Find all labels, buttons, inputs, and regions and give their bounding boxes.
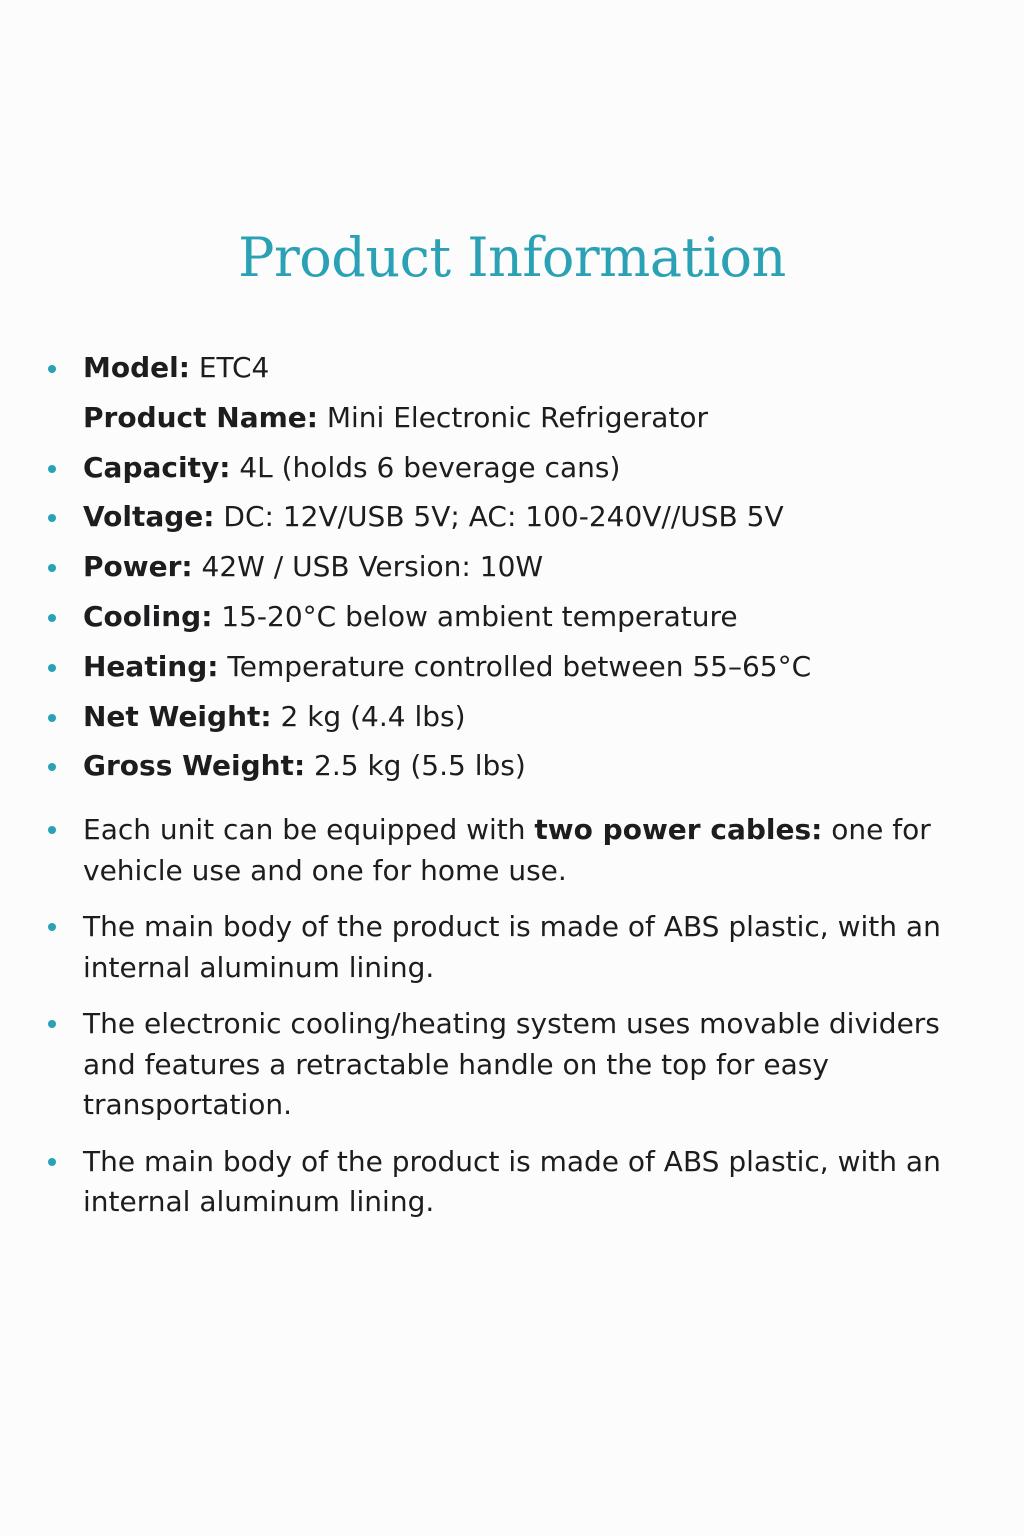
spec-model xyxy=(48,343,948,393)
spec-label: Voltage: xyxy=(83,500,215,534)
spec-net-weight xyxy=(48,692,948,742)
spec-value: 2 kg (4.4 lbs) xyxy=(271,699,466,733)
spec-label: Net Weight: xyxy=(83,699,272,733)
spec-voltage xyxy=(48,492,948,542)
spec-label: Model: xyxy=(83,351,190,384)
spec-value: 42W / USB Version: 10W xyxy=(192,550,544,584)
feature-notes-list xyxy=(48,810,958,1239)
bullet-icon xyxy=(48,365,56,373)
bullet-icon xyxy=(48,923,56,931)
bullet-icon xyxy=(48,614,56,622)
bullet-icon xyxy=(48,1020,56,1028)
bullet-icon xyxy=(48,664,56,672)
spec-cooling xyxy=(48,592,948,642)
bullet-icon xyxy=(48,564,56,572)
spec-value: 4L (holds 6 beverage cans) xyxy=(230,450,621,484)
bullet-icon xyxy=(48,763,56,771)
spec-value: ETC4 xyxy=(189,351,270,384)
spec-value: 15-20°C below ambient temperature xyxy=(212,599,738,633)
spec-heating xyxy=(48,642,948,692)
bullet-icon xyxy=(48,714,56,722)
feature-note xyxy=(48,1004,958,1126)
note-emphasis: two power cables: xyxy=(534,813,823,846)
spec-label: Power: xyxy=(83,550,193,584)
bullet-icon xyxy=(48,465,56,473)
note-text: The main body of the product is made of ABS plastic, with an internal aluminum lining. xyxy=(83,1144,941,1218)
spec-value: Temperature controlled between 55–65°C xyxy=(218,649,812,683)
spec-value: Mini Electronic Refrigerator xyxy=(317,400,709,434)
note-text: Each unit can be equipped with xyxy=(83,813,535,846)
note-text: The electronic cooling/heating system uses movable dividers and features a retractable handle on the top for easy transportation. xyxy=(83,1007,940,1121)
feature-note xyxy=(48,1142,958,1223)
bullet-icon xyxy=(48,826,56,834)
spec-list xyxy=(48,343,948,791)
page-title: Product Information xyxy=(238,226,786,289)
bullet-icon xyxy=(48,1158,56,1166)
spec-label: Product Name: xyxy=(83,400,318,434)
spec-power xyxy=(48,542,948,592)
spec-gross-weight xyxy=(48,741,948,791)
spec-product-name xyxy=(48,393,948,443)
note-text: one for vehicle use and one for home use. xyxy=(83,813,931,887)
spec-capacity xyxy=(48,443,948,493)
spec-value: DC: 12V/USB 5V; AC: 100-240V//USB 5V xyxy=(214,500,784,534)
spec-label: Capacity: xyxy=(83,450,231,484)
spec-value: 2.5 kg (5.5 lbs) xyxy=(305,749,526,783)
bullet-icon xyxy=(48,514,56,522)
spec-label: Heating: xyxy=(83,649,219,683)
note-text: The main body of the product is made of ABS plastic, with an internal aluminum lining. xyxy=(83,910,941,984)
spec-label: Cooling: xyxy=(83,599,213,633)
feature-note xyxy=(48,810,958,891)
spec-label: Gross Weight: xyxy=(83,749,306,783)
feature-note xyxy=(48,907,958,988)
